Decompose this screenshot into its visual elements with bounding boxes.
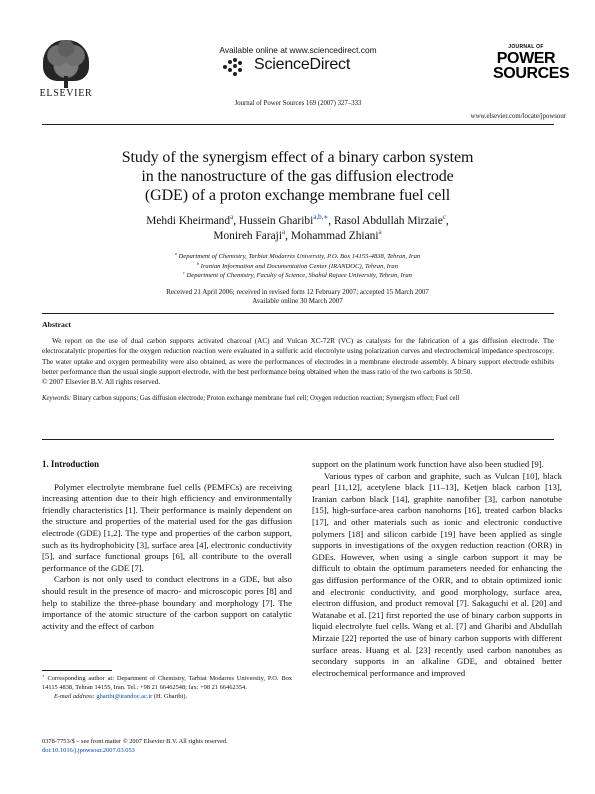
abstract-bottom-divider (42, 439, 554, 440)
keywords-text: Binary carbon supports; Gas diffusion electrode; Proton exchange membrane fuel cell; Oxygen reduction reaction; Synergism effect; Fuel cell (72, 395, 460, 403)
abstract-heading: Abstract (42, 320, 72, 329)
title-line-1: Study of the synergism effect of a binary carbon system (121, 149, 474, 166)
title-line-2: in the nanostructure of the gas diffusion electrode (141, 168, 454, 185)
email-footnote (42, 692, 292, 701)
received-dates: Received 21 April 2006; received in revised form 12 February 2007; accepted 15 March 2007 (166, 287, 429, 296)
author-name: Hussein Gharibi (238, 215, 314, 227)
right-column (312, 459, 562, 679)
issn-copyright-line: 0378-7753/$ – see front matter © 2007 Elsevier B.V. All rights reserved. (42, 738, 228, 745)
article-title-block (55, 148, 540, 306)
abstract-top-divider (42, 313, 554, 314)
affiliation-label-b: b (196, 260, 199, 266)
affiliation-a (55, 252, 540, 262)
affiliation-label-a: a (174, 250, 177, 256)
journal-cover-sources: SOURCES (493, 65, 570, 82)
sciencedirect-dot-icon (233, 58, 237, 62)
author-email-link[interactable]: gharibi@irandoc.ac.ir (96, 693, 153, 701)
introduction-heading: 1. Introduction (42, 459, 100, 469)
footnote-divider (42, 670, 112, 671)
corresponding-author-footnote (42, 674, 292, 692)
keywords (42, 394, 554, 404)
author-name: Mehdi Kheirmand (146, 215, 231, 227)
affiliation-text-c: Department of Chemistry, Faculty of Science, Shahid Rajaee University, Tehran, Iran (186, 272, 412, 280)
author-name: Rasol Abdullah Mirzaie (333, 215, 443, 227)
article-front-matter (42, 737, 292, 755)
abstract-section (42, 320, 554, 404)
footnotes (42, 674, 292, 701)
sciencedirect-dot-icon (238, 61, 242, 65)
email-suffix: (H. Gharibi). (153, 693, 188, 701)
affiliation-c (55, 271, 540, 281)
sciencedirect-wordmark: ScienceDirect (254, 56, 351, 73)
title-line-3: (GDE) of a proton exchange membrane fuel cell (144, 187, 451, 204)
author-affiliation-link[interactable]: a (378, 228, 382, 237)
affiliation-text-b: Iranian Information and Documentation Center (IRANDOC), Tehran, Iran (200, 262, 399, 270)
left-column (42, 459, 292, 632)
footnote-star: ∗ (42, 672, 45, 678)
introduction-paragraph-2: Carbon is not only used to conduct electrons in a GDE, but also should result in the presence of macro- and microscopic pores [8] and help to stabilize the three-phase boundary and morphology [7]. The importance of the atomic structure of the carbon support on catalytic activity and the effect of carbon (42, 574, 292, 631)
affiliation-label-c: c (183, 270, 185, 275)
author-affiliation-link[interactable]: c (442, 213, 446, 222)
article-title (55, 148, 540, 205)
sciencedirect-dot-icon (238, 68, 242, 72)
journal-cover-logo (493, 44, 570, 99)
abstract-text: We report on the use of dual carbon supports activated charcoal (AC) and Vulcan XC-72R (VC) as catalysts for the fabrication of a gas diffusion electrode. The electrocatalytic properties for the oxygen reduction reaction were evaluated in a sulfuric acid electrolyte using polarization curves and electrochemical impedance spectroscopy. The water uptake and oxygen permeability were also obtained, as were the performances of electrodes in a membrane electrode assembly. A binary support electrode exhibits better performance than the usual single support electrode, with the best performance being obtained when the mass ratio of the two carbons is 50:50. (42, 337, 554, 376)
sciencedirect-logo (223, 56, 373, 78)
author-affiliation-link[interactable]: a (230, 213, 234, 222)
header-divider (42, 124, 554, 125)
email-label: E-mail address: (54, 693, 95, 701)
affiliation-b (55, 262, 540, 272)
sciencedirect-dot-icon (233, 64, 237, 68)
corresponding-author-text: Corresponding author at: Department of Chemistry, Tarbiat Modarres University, P.O. Box 14115 4838, Tehran 14155, Iran. Tel.: +98 21 66462548; fax: +98 21 66462354. (42, 675, 292, 692)
author-affiliation-link[interactable]: a (282, 228, 286, 237)
elsevier-tree-icon (43, 40, 89, 81)
available-online-text: Available online at www.sciencedirect.com (219, 45, 377, 55)
available-online-date: Available online 30 March 2007 (252, 296, 343, 305)
sciencedirect-dot-icon (228, 60, 232, 64)
sciencedirect-dot-icon (233, 72, 237, 76)
right-column-paragraph-1: support on the platinum work function have also been studied [9]. (312, 459, 544, 469)
doi-link[interactable]: doi:10.1016/j.jpowsour.2007.03.053 (42, 747, 135, 754)
sciencedirect-dots-icon (223, 58, 245, 78)
author-affiliation-link[interactable]: a,b,∗ (313, 213, 329, 222)
author-name: Mohammad Zhiani (290, 230, 379, 242)
author-name: Monireh Faraji (213, 230, 283, 242)
sciencedirect-dot-icon (223, 65, 227, 69)
sciencedirect-dot-icon (228, 68, 232, 72)
author-list: Mehdi Kheirmand$^a$, Hussein Gharibi$^{a,b,∗}$, Rasol Abdullah Mirzaie$^c$, Monireh Faraji$^a$, Mohammad Zhiani$^a$ (146, 213, 449, 242)
keywords-label: Keywords: (42, 395, 72, 403)
affiliations (55, 252, 540, 281)
journal-cover-power: POWER (496, 50, 556, 67)
article-dates (55, 288, 540, 306)
affiliation-text-a: Department of Chemistry, Tarbiat Modarres University, P.O. Box 14155-4838, Tehran, Iran (178, 253, 421, 260)
abstract-copyright: © 2007 Elsevier B.V. All rights reserved. (42, 378, 161, 387)
journal-url-link[interactable]: www.elsevier.com/locate/jpowsour (470, 113, 566, 120)
publisher-name: ELSEVIER (39, 88, 93, 99)
elsevier-logo (34, 40, 98, 99)
journal-cover-top-text: JOURNAL OF (508, 44, 544, 50)
right-column-paragraph-2: Various types of carbon and graphite, such as Vulcan [10], black pearl [11,12], acetylene black [11–13], Ketjen black carbon [13], Iranian carbon black [14], graphite nanofiber [3], carbon nanotube [15], high-surface-area carbon nanohorns [16], treated carbon blacks [17], and other materials such as ionic and electronic conductive polymers [18] and silicon carbide [19] have been applied as single supports in investigations of the oxygen reduction reaction (ORR) in GDEs. However, when using a single carbon support it may be difficult to obtain the optimum parameters needed for enhancing the gas diffusion performance of the ORR, and to obtain optimized ionic and electronic conductivity, and good morphology, surface area, electron diffusion, and product removal [7]. Sakaguchi et al. [20] and Watanabe et al. [21] first reported the use of binary carbon supports in liquid electrolyte fuel cells. Wang et al. [7] and Gharibi and Abdullah Mirzaie [22] reported the use of binary carbon supports with different surface areas. Huang et al. [23] recently used carbon nanotubes as secondary supports in an alkaline GDE, and obtained better electrochemical performance and improved (312, 470, 562, 678)
introduction-paragraph-1: Polymer electrolyte membrane fuel cells (PEMFCs) are receiving increasing attention due to their high efficiency and environmentally friendly characteristics [1]. Their performance is mainly dependent on the structure and properties of the material used for the gas diffusion electrode (GDE) [1,2]. The type and properties of the carbon support, such as its hydrophobicity [3], surface area [4], electronic conductivity [5], and surface functional groups [6], all contribute to the overall performance of the GDE [7]. (42, 481, 292, 573)
journal-citation: Journal of Power Sources 169 (2007) 327–333 (234, 100, 362, 107)
journal-header (0, 0, 595, 125)
